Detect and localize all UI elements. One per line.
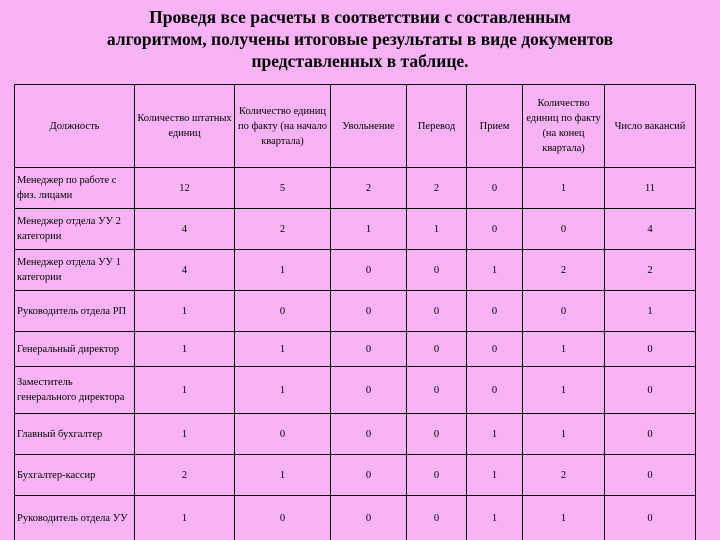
value-cell: 1 xyxy=(523,332,605,367)
value-cell: 2 xyxy=(605,250,696,291)
value-cell: 0 xyxy=(605,496,696,540)
table-row xyxy=(15,291,696,332)
slide-title xyxy=(30,6,690,72)
table-row xyxy=(15,250,696,291)
header-position: Должность xyxy=(15,85,135,168)
value-cell: 0 xyxy=(235,414,331,455)
table-row xyxy=(15,496,696,540)
value-cell: 2 xyxy=(523,455,605,496)
value-cell: 5 xyxy=(235,168,331,209)
value-cell: 1 xyxy=(135,496,235,540)
value-cell: 1 xyxy=(235,455,331,496)
value-cell: 2 xyxy=(331,168,407,209)
value-cell: 0 xyxy=(407,250,467,291)
value-cell: 0 xyxy=(331,496,407,540)
value-cell: 4 xyxy=(135,209,235,250)
position-cell: Менеджер отдела УУ 2 категории xyxy=(15,209,135,250)
table-body xyxy=(15,168,696,540)
header-dismissal: Увольнение xyxy=(331,85,407,168)
value-cell: 1 xyxy=(523,367,605,414)
table-header-row xyxy=(15,85,696,168)
value-cell: 0 xyxy=(467,367,523,414)
position-cell: Главный бухгалтер xyxy=(15,414,135,455)
position-cell: Бухгалтер-кассир xyxy=(15,455,135,496)
value-cell: 1 xyxy=(135,414,235,455)
table-row xyxy=(15,168,696,209)
table-row xyxy=(15,209,696,250)
value-cell: 2 xyxy=(407,168,467,209)
value-cell: 0 xyxy=(331,250,407,291)
value-cell: 0 xyxy=(235,291,331,332)
header-actual-end: Количество единиц по факту (на конец квартала) xyxy=(523,85,605,168)
value-cell: 0 xyxy=(331,414,407,455)
value-cell: 4 xyxy=(135,250,235,291)
header-transfer: Перевод xyxy=(407,85,467,168)
value-cell: 1 xyxy=(605,291,696,332)
header-vacancies: Число вакансий xyxy=(605,85,696,168)
position-cell: Генеральный директор xyxy=(15,332,135,367)
position-cell: Менеджер отдела УУ 1 категории xyxy=(15,250,135,291)
value-cell: 2 xyxy=(523,250,605,291)
value-cell: 1 xyxy=(235,250,331,291)
value-cell: 1 xyxy=(235,367,331,414)
value-cell: 1 xyxy=(135,332,235,367)
position-cell: Менеджер по работе с физ. лицами xyxy=(15,168,135,209)
value-cell: 0 xyxy=(467,168,523,209)
staffing-table xyxy=(14,84,696,540)
title-line: алгоритмом, получены итоговые результаты в виде документов xyxy=(106,29,614,49)
header-staff-units: Количество штатных единиц xyxy=(135,85,235,168)
value-cell: 0 xyxy=(407,414,467,455)
value-cell: 0 xyxy=(605,332,696,367)
value-cell: 2 xyxy=(135,455,235,496)
value-cell: 2 xyxy=(235,209,331,250)
value-cell: 1 xyxy=(135,291,235,332)
value-cell: 1 xyxy=(467,496,523,540)
value-cell: 11 xyxy=(605,168,696,209)
value-cell: 0 xyxy=(605,455,696,496)
value-cell: 0 xyxy=(467,291,523,332)
position-cell: Руководитель отдела УУ xyxy=(15,496,135,540)
table-row xyxy=(15,332,696,367)
value-cell: 0 xyxy=(331,332,407,367)
value-cell: 0 xyxy=(467,332,523,367)
value-cell: 1 xyxy=(135,367,235,414)
title-line: представленных в таблице. xyxy=(251,51,469,71)
value-cell: 1 xyxy=(523,168,605,209)
value-cell: 0 xyxy=(605,367,696,414)
value-cell: 0 xyxy=(523,209,605,250)
value-cell: 0 xyxy=(605,414,696,455)
header-actual-start: Количество единиц по факту (на начало квартала) xyxy=(235,85,331,168)
value-cell: 0 xyxy=(331,455,407,496)
table-row xyxy=(15,367,696,414)
value-cell: 0 xyxy=(331,291,407,332)
value-cell: 0 xyxy=(407,367,467,414)
value-cell: 1 xyxy=(235,332,331,367)
value-cell: 1 xyxy=(467,250,523,291)
value-cell: 1 xyxy=(523,496,605,540)
value-cell: 0 xyxy=(407,455,467,496)
value-cell: 0 xyxy=(235,496,331,540)
position-cell: Заместитель генерального директора xyxy=(15,367,135,414)
value-cell: 1 xyxy=(331,209,407,250)
value-cell: 0 xyxy=(523,291,605,332)
value-cell: 1 xyxy=(407,209,467,250)
value-cell: 1 xyxy=(467,455,523,496)
table-row xyxy=(15,455,696,496)
title-line: Проведя все расчеты в соответствии с составленным xyxy=(149,7,571,27)
value-cell: 1 xyxy=(523,414,605,455)
value-cell: 4 xyxy=(605,209,696,250)
value-cell: 0 xyxy=(407,496,467,540)
value-cell: 1 xyxy=(467,414,523,455)
value-cell: 0 xyxy=(407,332,467,367)
value-cell: 12 xyxy=(135,168,235,209)
value-cell: 0 xyxy=(467,209,523,250)
value-cell: 0 xyxy=(407,291,467,332)
position-cell: Руководитель отдела РП xyxy=(15,291,135,332)
header-hiring: Прием xyxy=(467,85,523,168)
value-cell: 0 xyxy=(331,367,407,414)
table-row xyxy=(15,414,696,455)
